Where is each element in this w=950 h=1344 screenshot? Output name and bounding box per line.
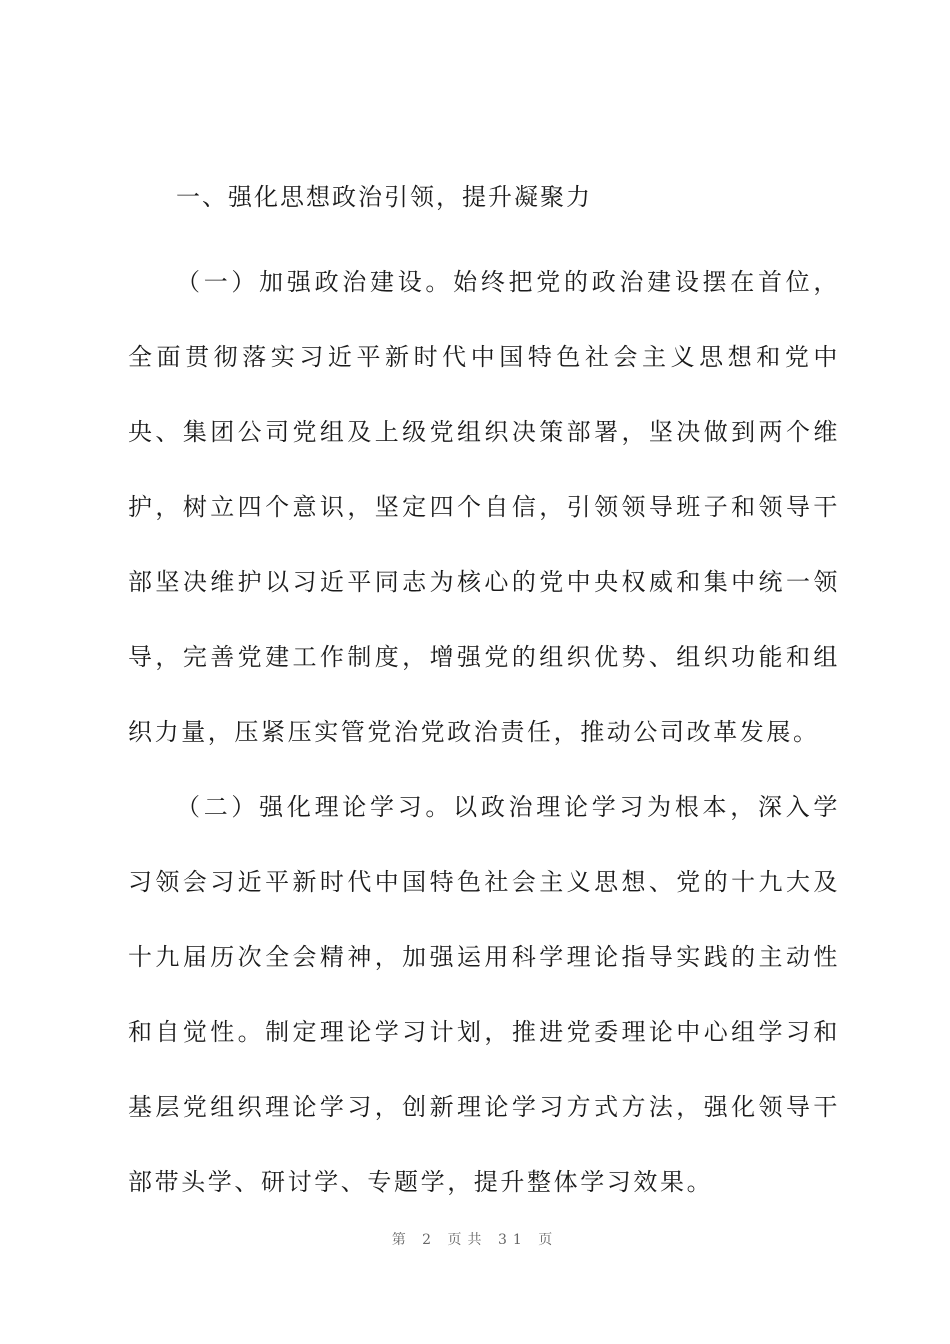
document-body xyxy=(128,170,840,1220)
footer-suffix: 页 xyxy=(538,1232,559,1248)
footer-total-pages: 31 xyxy=(498,1232,528,1248)
footer-middle: 页共 xyxy=(447,1232,488,1248)
footer-prefix: 第 xyxy=(391,1232,412,1248)
section-heading: 一、强化思想政治引领，提升凝聚力 xyxy=(176,183,592,211)
page-footer xyxy=(0,1229,950,1249)
paragraph-theory-study: （二）强化理论学习。以政治理论学习为根本，深入学习领会习近平新时代中国特色社会主义思想、党的十九大及十九届历次全会精神，加强运用科学理论指导实践的主动性和自觉性。制定理论学习计划，推进党委理论中心组学习和基层党组织理论学习，创新理论学习方式方法，强化领导干部带头学、研讨学、专题学，提升整体学习效果。 xyxy=(128,793,840,1196)
paragraph-political-construction: （一）加强政治建设。始终把党的政治建设摆在首位，全面贯彻落实习近平新时代中国特色社会主义思想和党中央、集团公司党组及上级党组织决策部署，坚决做到两个维护，树立四个意识，坚定四个自信，引领领导班子和领导干部坚决维护以习近平同志为核心的党中央权威和集中统一领导，完善党建工作制度，增强党的组织优势、组织功能和组织力量，压紧压实管党治党政治责任，推动公司改革发展。 xyxy=(128,268,840,746)
footer-current-page: 2 xyxy=(422,1232,438,1248)
